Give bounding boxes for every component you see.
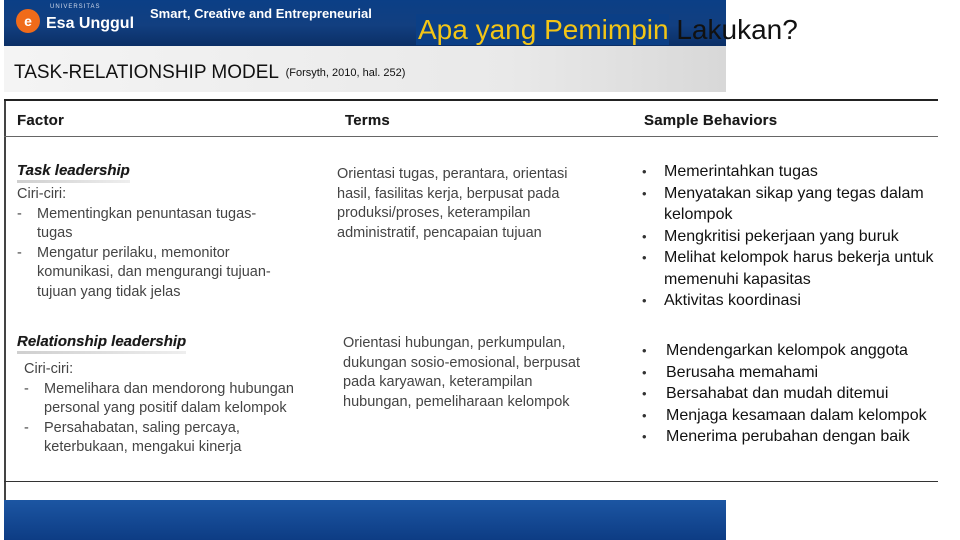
task-ciri-item: Mengatur perilaku, memonitor komunikasi, dan mengurangi tujuan-tujuan yang tidak jelas	[37, 244, 271, 300]
relationship-ciri	[24, 360, 294, 458]
logo-name: Esa Unggul	[46, 15, 135, 32]
task-behaviors-list	[640, 161, 940, 312]
task-ciri-item: Mementingkan penuntasan tugas-tugas	[37, 205, 257, 241]
university-logo[interactable]	[16, 6, 134, 36]
list-item	[640, 247, 940, 290]
relationship-behaviors-list	[640, 340, 945, 448]
bullet-glyph: •	[642, 364, 647, 380]
task-behavior: Mengkritisi pekerjaan yang buruk	[664, 227, 899, 245]
dash-glyph: -	[17, 205, 22, 222]
bullet-glyph: •	[642, 293, 647, 308]
subtitle	[14, 62, 405, 84]
task-behavior: Memerintahkan tugas	[664, 163, 818, 180]
dash-glyph: -	[24, 380, 29, 397]
slide-title-rest: Lakukan?	[668, 14, 798, 45]
task-behavior: Aktivitas koordinasi	[664, 292, 801, 309]
header-factor: Factor	[17, 112, 65, 129]
list-item	[640, 405, 945, 427]
bullet-glyph: •	[642, 228, 647, 244]
list-item	[640, 161, 940, 183]
left-border	[4, 100, 6, 500]
task-behavior: Menyatakan sikap yang tegas dalam kelompok	[664, 184, 924, 223]
slide-title-highlight: Apa yang Pemimpin	[418, 14, 669, 45]
list-item	[640, 362, 945, 384]
header-terms: Terms	[345, 112, 390, 129]
list-item	[24, 380, 294, 419]
bullet-glyph: •	[642, 250, 647, 265]
subtitle-main: TASK-RELATIONSHIP MODEL	[14, 62, 284, 83]
relationship-behavior: Bersahabat dan mudah ditemui	[666, 385, 889, 402]
list-item	[24, 419, 294, 458]
list-item	[640, 183, 940, 226]
logo-mark-icon: e	[16, 9, 40, 33]
relationship-leadership-title: Relationship leadership	[17, 333, 187, 350]
list-item	[640, 383, 945, 405]
relationship-behavior: Menjaga kesamaan dalam kelompok	[666, 406, 927, 424]
relationship-behavior: Mendengarkan kelompok anggota	[666, 342, 908, 359]
relationship-ciri-item: Memelihara dan mendorong hubungan personal yang positif dalam kelompok	[44, 380, 294, 416]
relationship-behavior: Berusaha memahami	[666, 363, 819, 381]
list-item	[17, 205, 287, 244]
task-leadership-title: Task leadership	[17, 162, 130, 179]
relationship-terms: Orientasi hubungan, perkumpulan, dukungan sosio-emosional, berpusat pada karyawan, keterampilan hubungan, pemeliharaan kelompok	[343, 335, 580, 410]
logo-small-text: UNIVERSITAS	[50, 4, 101, 10]
task-behavior: Melihat kelompok harus bekerja untuk memenuhi kapasitas	[664, 249, 934, 288]
bullet-glyph: •	[642, 164, 647, 179]
table-header-rule	[4, 136, 938, 137]
table-bottom-rule	[4, 481, 938, 482]
relationship-ciri-label: Ciri-ciri:	[24, 361, 74, 377]
header-sample-behaviors: Sample Behaviors	[644, 112, 778, 129]
list-item	[17, 244, 287, 303]
list-item	[640, 290, 940, 312]
tagline: Smart, Creative and Entrepreneurial	[150, 6, 372, 21]
subtitle-citation: (Forsyth, 2010, hal. 252)	[285, 66, 406, 79]
task-terms: Orientasi tugas, perantara, orientasi hasil, fasilitas kerja, berpusat pada produksi/proses, keterampilan administratif, pencapaian tujuan	[337, 166, 568, 241]
slide-title	[416, 14, 798, 46]
dash-glyph: -	[24, 419, 29, 436]
list-item	[640, 226, 940, 248]
bullet-glyph: •	[642, 386, 647, 401]
footer-bar	[4, 500, 726, 540]
table-top-rule	[4, 99, 938, 101]
bullet-glyph: •	[642, 429, 647, 444]
dash-glyph: -	[17, 244, 22, 261]
relationship-behavior: Menerima perubahan dengan baik	[666, 428, 910, 445]
task-ciri	[17, 185, 287, 302]
bullet-glyph: •	[642, 185, 647, 201]
list-item	[640, 426, 945, 448]
bullet-glyph: •	[642, 407, 647, 423]
relationship-ciri-item: Persahabatan, saling percaya, keterbukaan, mengakui kinerja	[44, 419, 242, 455]
bullet-glyph: •	[642, 343, 647, 358]
task-ciri-label: Ciri-ciri:	[17, 186, 67, 202]
list-item	[640, 340, 945, 362]
